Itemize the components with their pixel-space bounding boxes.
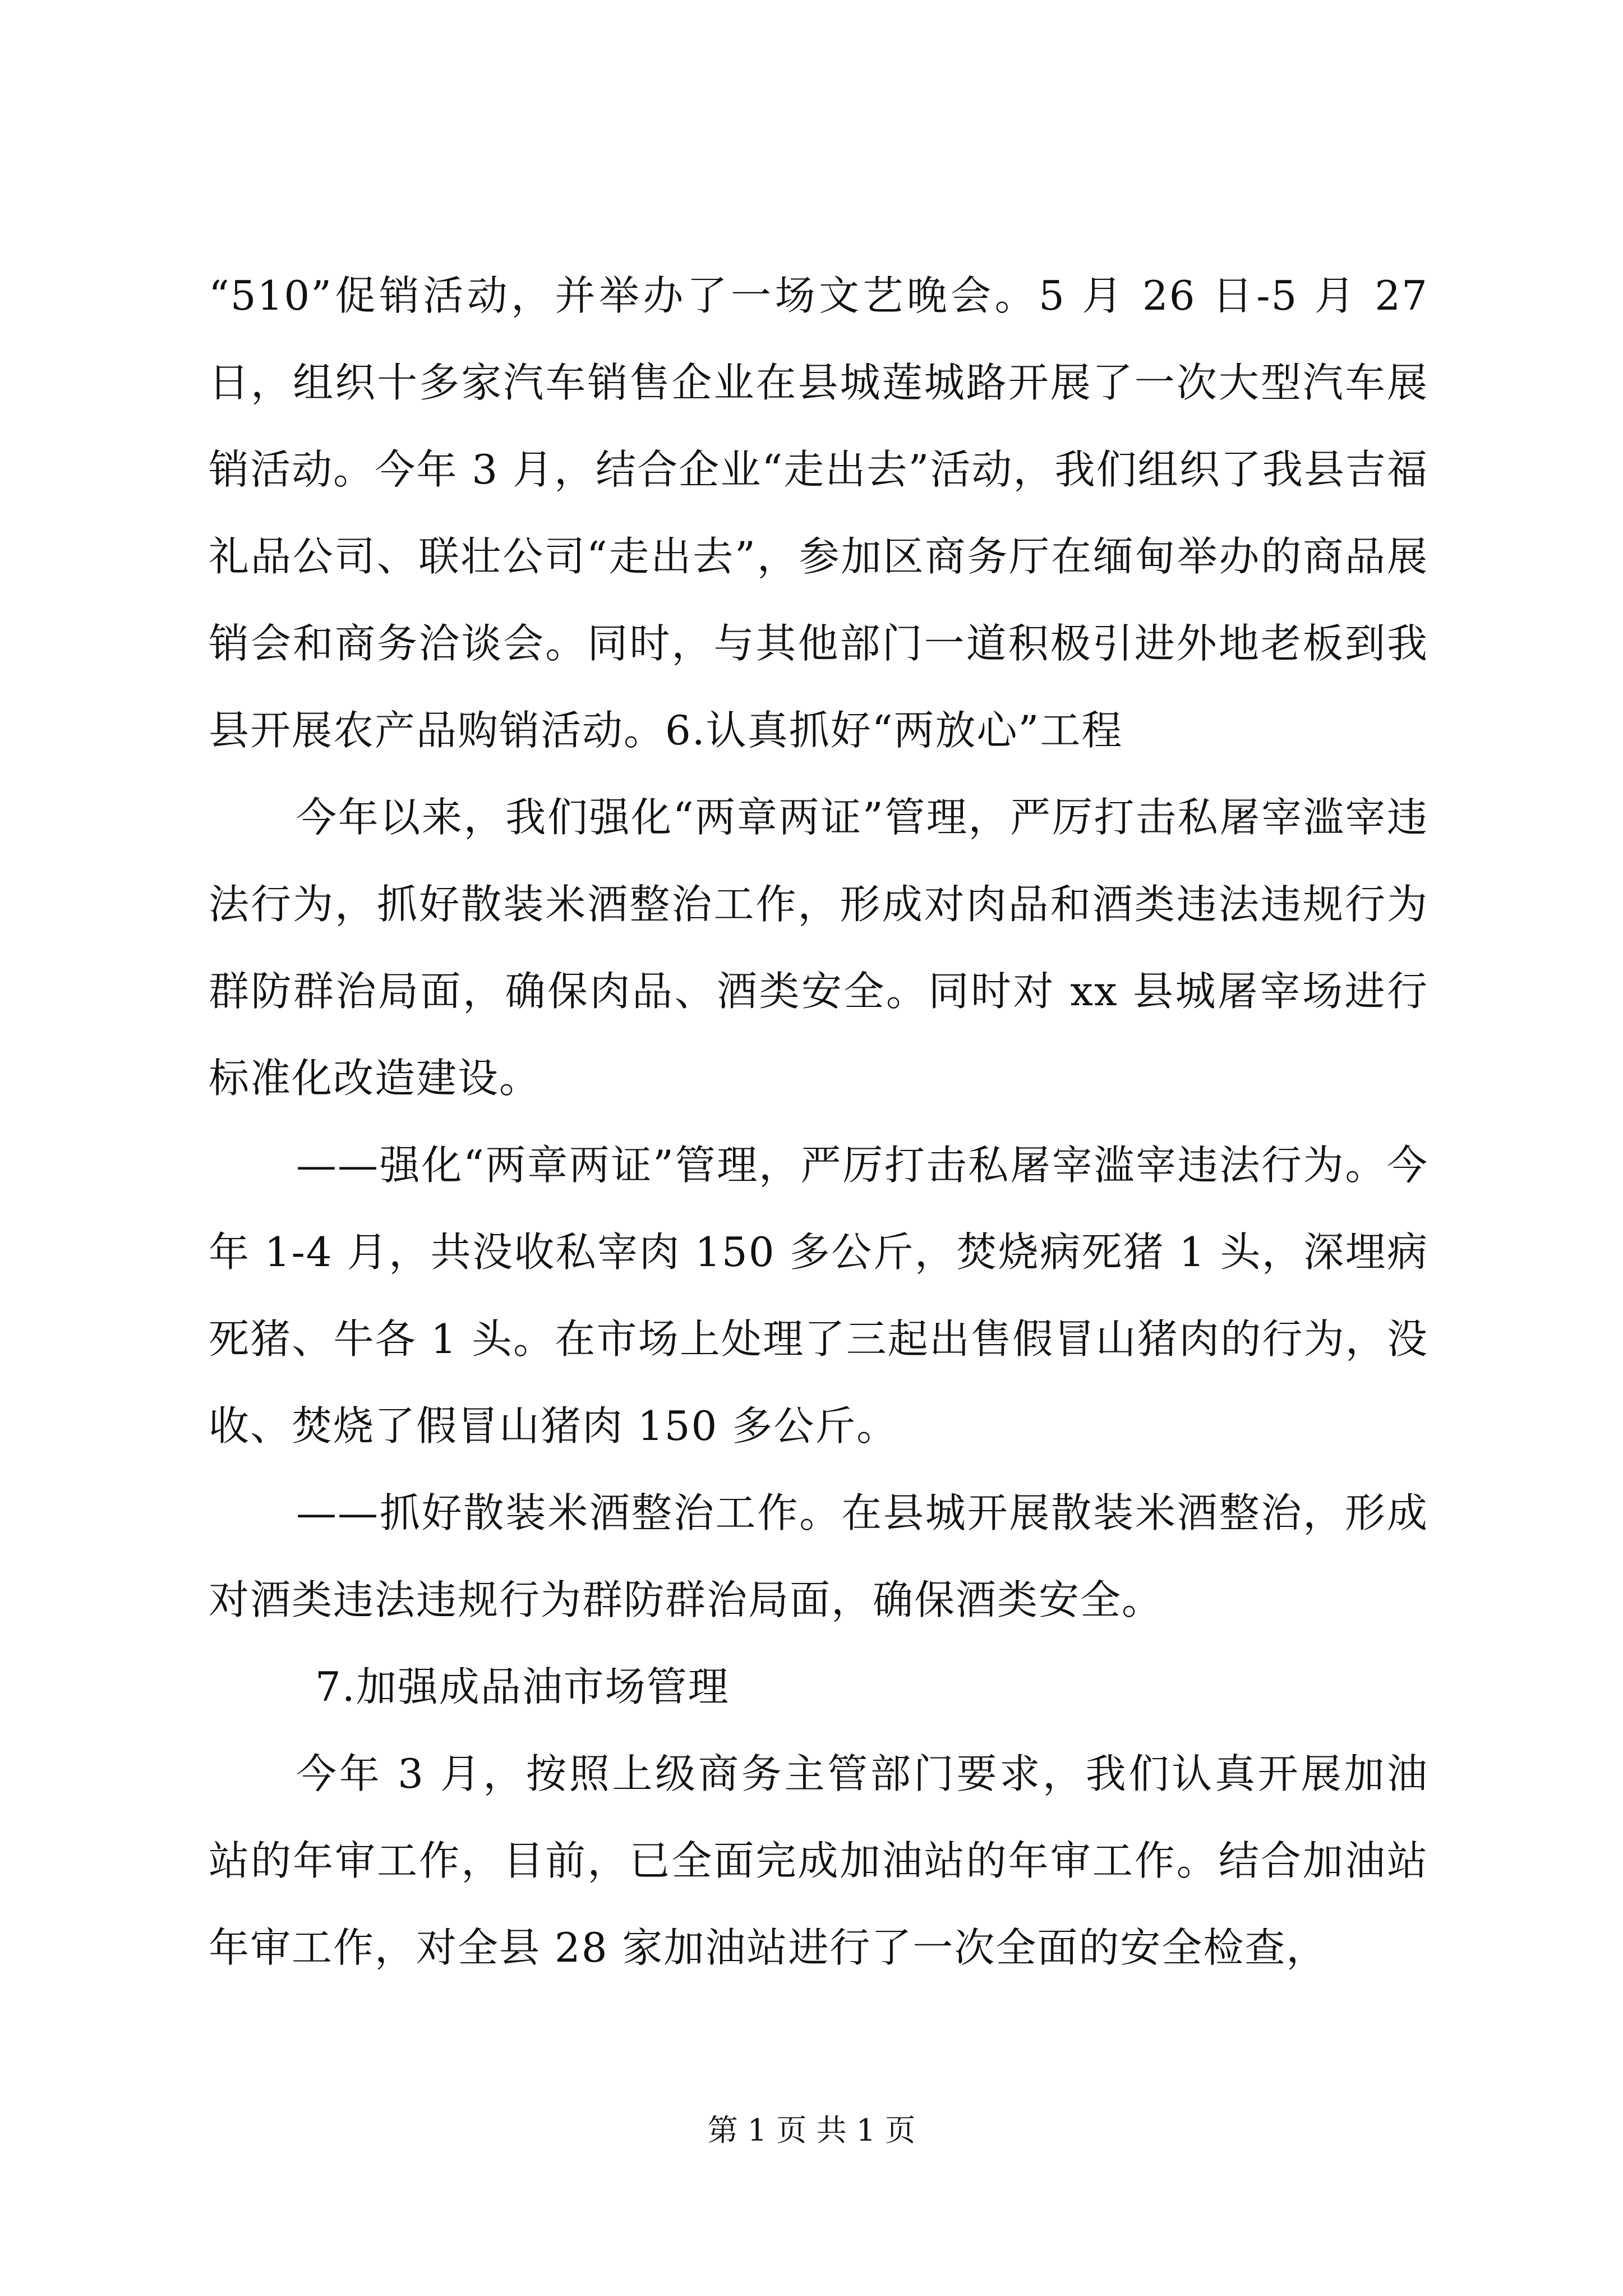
paragraph-gas-station: 今年 3 月，按照上级商务主管部门要求，我们认真开展加油站的年审工作，目前，已全面完成加油站的年审工作。结合加油站年审工作，对全县 28 家加油站进行了一次全面的安全检查， — [209, 1750, 1428, 1971]
section-heading-oil-market: 7.加强成品油市场管理 — [315, 1663, 730, 1710]
page-footer: 第 1 页 共 1 页 — [707, 2113, 916, 2148]
paragraph-two-safe-intro: 今年以来，我们强化“两章两证”管理，严厉打击私屠宰滥宰违法行为，抓好散装米酒整治工作，形成对肉品和酒类违法违规行为群防群治局面，确保肉品、酒类安全。同时对 xx 县城屠宰场进行标准化改造建设。 — [209, 794, 1428, 1102]
paragraph-rice-wine: ——抓好散装米酒整治工作。在县城开展散装米酒整治，形成对酒类违法违规行为群防群治局面，确保酒类安全。 — [209, 1489, 1428, 1623]
paragraph-continuation: “510”促销活动，并举办了一场文艺晚会。5 月 26 日-5 月 27 日，组织十多家汽车销售企业在县城莲城路开展了一次大型汽车展销活动。今年 3 月，结合企业“走出去”活动，我们组织了我县吉福礼品公司、联壮公司“走出去”，参加区商务厅在缅甸举办的商品展销会和商务洽谈会。同时，与其他部门一道积极引进外地老板到我县开展农产品购销活动。6.认真抓好“两放心”工程 — [209, 272, 1428, 754]
paragraph-slaughter-enforcement: ——强化“两章两证”管理，严厉打击私屠宰滥宰违法行为。今年 1-4 月，共没收私宰肉 150 多公斤，焚烧病死猪 1 头，深埋病死猪、牛各 1 头。在市场上处理了三起出售假冒山猪肉的行为，没收、焚烧了假冒山猪肉 150 多公斤。 — [209, 1142, 1428, 1450]
document-body — [209, 252, 1428, 1991]
